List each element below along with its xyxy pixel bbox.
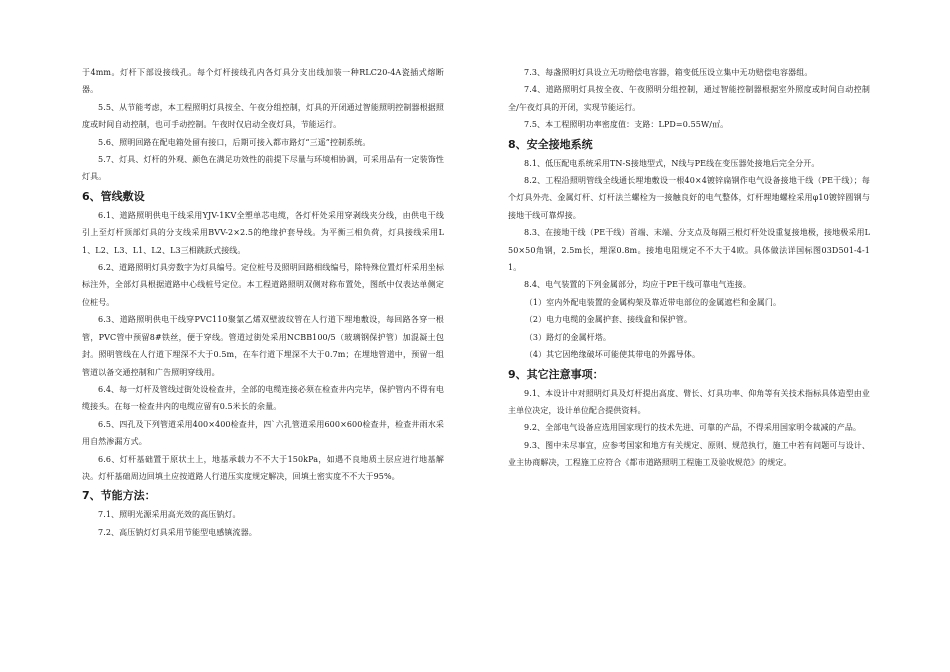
paragraph-7-5: 7.5、本工程照明功率密度值：支路：LPD=0.55W/㎡。 (524, 120, 729, 130)
paragraph-9-3: 9.3、图中未尽事宜，应参考国家和地方有关规定、原则、规范执行，施工中若有问题可与设计、业主协商解决，工程施工应符合《都市道路照明工程施工及验收规范》的规定。 (508, 440, 870, 468)
list-item-8-4-2: （2）电力电缆的金属护套、接线盒和保护管。 (524, 315, 692, 325)
paragraph-7-2: 7.2、高压钠灯灯具采用节能型电感镇流器。 (98, 527, 257, 537)
paragraph-9-2: 9.2、全部电气设备应选用国家现行的技术先进、可靠的产品，不得采用国家明令裁减的产品。 (524, 423, 862, 433)
paragraph-5-5: 5.5、从节能考虑，本工程照明灯具按全、午夜分组控制，灯具的开闭通过智能照明控制器根据照度或时间自动控制，也可手动控制。午夜时仅启动全夜灯具，节能运行。 (82, 102, 444, 130)
list-item-8-4-1: （1）室内外配电装置的金属构架及靠近带电部位的金属遮栏和金属门。 (524, 297, 782, 307)
section-heading-9: 9、其它注意事项： (508, 367, 604, 381)
section-heading-8: 8、安全接地系统 (508, 137, 593, 151)
paragraph-8-4: 8.4、电气装置的下列金属部分，均应于PE干线可靠电气连接。 (524, 280, 751, 290)
paragraph-6-4: 6.4、每一灯杆及管线过街处设检查井，全部的电缆连接必须在检查井内完毕，保护管内不得有电缆接头。在每一检查井内的电缆应留有0.5米长的余量。 (82, 384, 444, 412)
paragraph-6-2: 6.2、道路照明灯具旁数字为灯具编号。定位桩号及照明回路相线编号，除特殊位置灯杆采用坐标标注外，全部灯具根据道路中心线桩号定位。本工程道路照明双侧对称布置处，图纸中仅表达单侧定位桩号。 (82, 263, 444, 307)
paragraph-intro: 于4mm。灯杆下部设接线孔。每个灯杆接线孔内各灯具分支出线加装一种RLC20-4A瓷插式熔断器。 (82, 68, 444, 95)
list-item-8-4-3: （3）路灯的金属杆塔。 (524, 332, 611, 342)
paragraph-7-4: 7.4、道路照明灯具按全夜、午夜照明分组控制，通过智能控制器根据室外照度或时间自动控制全/午夜灯具的开闭，实现节能运行。 (508, 85, 870, 112)
list-item-8-4-4: （4）其它因绝缘破坏可能使其带电的外露导体。 (524, 350, 701, 360)
paragraph-8-3: 8.3、在接地干线（PE干线）首端、末端、分支点及每隔三根灯杆处设重复接地极，接地极采用L50×50角钢，2.5m长，埋深0.8m。接地电阻规定不不大于4欧。具体做法详国标图03D501-4-11。 (508, 228, 870, 273)
paragraph-6-3: 6.3、道路照明供电干线穿PVC110聚氯乙烯双壁波纹管在人行道下埋地敷设，每回路各穿一根管，PVC管中预留8#铁丝，便于穿线。管道过街处采用NCBB100/5（玻璃钢保护管）加混凝土包封。照明管线在人行道下埋深不大于0.5m，在车行道下埋深不大于0.7m；在埋地管道中，预留一组管道以备交通控制和广告照明穿线用。 (82, 315, 444, 377)
paragraph-7-1: 7.1、照明光源采用高光效的高压钠灯。 (98, 510, 241, 520)
paragraph-5-6: 5.6、照明回路在配电箱处留有接口，后期可接入都市路灯“三遥”控制系统。 (98, 137, 371, 147)
paragraph-8-1: 8.1、低压配电系统采用TN-S接地型式，N线与PE线在变压器处接地后完全分开。 (524, 158, 820, 168)
paragraph-7-3: 7.3、每盏照明灯具设立无功赔偿电容器，箱变低压设立集中无功赔偿电容器组。 (524, 68, 813, 77)
left-column (82, 64, 444, 541)
paragraph-6-1: 6.1、道路照明供电干线采用YJV-1KV全塑单芯电缆，各灯杆处采用穿剥线夹分线，由供电干线引上至灯杆顶部灯具的分支线采用BVV-2×2.5的绝缘护套导线。为平衡三相负荷，灯具接线采用L1、L2、L3、L1、L2、L3三相跳跃式接线。 (82, 210, 444, 255)
paragraph-8-2: 8.2、工程沿照明管线全线通长埋地敷设一根40×4镀锌扁钢作电气设备接地干线（PE干线）；每个灯具外壳、金属灯杆、灯杆法兰螺栓为一接触良好的电气整体，灯杆埋地螺栓采用φ10镀锌圆钢与接地干线可靠焊接。 (508, 176, 870, 220)
section-heading-7: 7、节能方法： (82, 489, 156, 503)
paragraph-6-5: 6.5、四孔及下列管道采用400×400检查井，四`六孔管道采用600×600检查井，检查井雨水采用自然渗漏方式。 (82, 419, 444, 447)
paragraph-5-7: 5.7、灯具、灯杆的外观、颜色在满足功效性的前提下尽量与环境相协调，可采用品有一定装饰性灯具。 (82, 155, 444, 182)
right-column (508, 64, 870, 472)
section-heading-6: 6、管线敷设 (82, 189, 145, 203)
paragraph-9-1: 9.1、本设计中对照明灯具及灯杆提出高度、臂长、灯具功率、仰角等有关技术指标具体造型由业主单位决定，设计单位配合提供资料。 (508, 388, 870, 415)
paragraph-6-6: 6.6、灯杆基础置于原状土上，地基承载力不不大于150kPa，如遇不良地质土层应进行地基解决。灯杆基础周边回填土应按道路人行道压实度规定解决，回填土密实度不不大于95%。 (82, 454, 444, 481)
